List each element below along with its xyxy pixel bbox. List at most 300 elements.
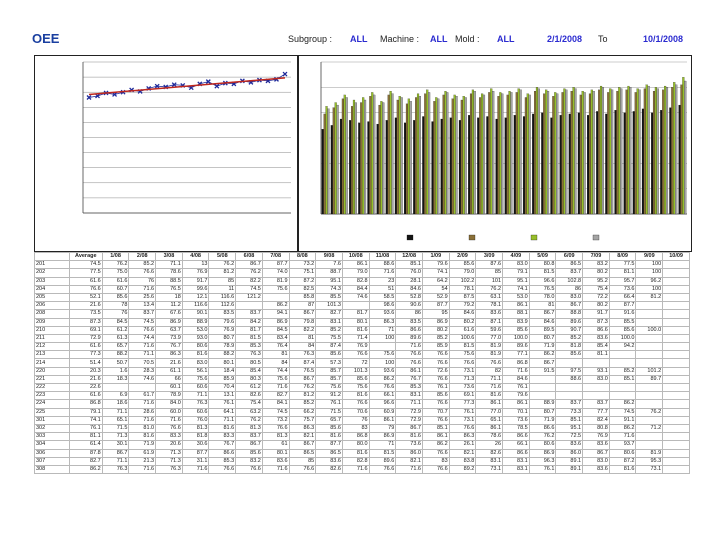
table-cell: 52.9 [422, 293, 449, 301]
table-cell: 100.6 [449, 334, 476, 342]
machine-id-cell: 223 [35, 392, 70, 400]
bar [642, 109, 644, 214]
table-cell: 74.1 [422, 269, 449, 277]
mold-value[interactable]: ALL [497, 34, 515, 44]
table-cell: 71.6 [369, 269, 396, 277]
table-cell: 86.6 [503, 449, 530, 457]
table-cell: 28.1 [396, 277, 423, 285]
table-row [35, 400, 690, 408]
table-cell: 76.6 [422, 465, 449, 473]
bar [499, 92, 501, 214]
table-cell: 79.6 [503, 392, 530, 400]
table-cell: 86.8 [503, 359, 530, 367]
table-cell: 84 [262, 359, 289, 367]
table-cell: 60.7 [102, 285, 129, 293]
table-cell: 91.5 [529, 367, 556, 375]
table-cell: 84.6 [449, 310, 476, 318]
table-cell: 51.4 [69, 359, 102, 367]
to-date[interactable]: 10/1/2008 [643, 34, 684, 44]
table-cell: 88.6 [556, 375, 583, 383]
bar [573, 87, 575, 214]
table-cell: 76.6 [209, 465, 236, 473]
bar [344, 95, 346, 214]
table-row [35, 424, 690, 432]
table-cell: 64.2 [422, 277, 449, 285]
table-cell [636, 392, 663, 400]
bar [628, 86, 630, 214]
table-cell: 84.2 [236, 318, 263, 326]
bar [459, 120, 461, 214]
bar [395, 118, 397, 214]
table-cell: 85.6 [316, 351, 343, 359]
table-cell: 74.4 [262, 367, 289, 375]
table-cell: 75.4 [583, 285, 610, 293]
table-cell: 80.0 [342, 441, 369, 449]
table-cell: 90.7 [556, 326, 583, 334]
table-cell: 86.2 [262, 302, 289, 310]
table-cell: 25.6 [129, 293, 156, 301]
table-cell: 81.5 [369, 449, 396, 457]
bar [479, 97, 481, 214]
table-header-cell: 6/09 [556, 253, 583, 261]
table-cell: 87.2 [609, 457, 636, 465]
table-cell: 78.1 [449, 285, 476, 293]
table-cell: 1.6 [102, 367, 129, 375]
oee-components-panel [298, 55, 692, 252]
table-cell: 85.2 [556, 334, 583, 342]
table-cell: 83.7 [236, 310, 263, 318]
table-cell: 116.6 [182, 302, 209, 310]
table-cell: 13 [182, 261, 209, 269]
bar [525, 97, 527, 214]
machine-id-cell: 220 [35, 367, 70, 375]
table-cell: 76.2 [236, 416, 263, 424]
table-cell: 86.5 [289, 449, 316, 457]
bar [327, 109, 329, 214]
bar [326, 106, 328, 214]
table-cell: 88.5 [156, 277, 183, 285]
table-cell: 78.5 [503, 424, 530, 432]
table-cell [102, 384, 129, 392]
table-cell: 85.9 [422, 343, 449, 351]
table-cell: 60.1 [156, 384, 183, 392]
table-cell: 20.6 [156, 441, 183, 449]
table-cell: 54 [422, 285, 449, 293]
table-cell: 77.3 [449, 400, 476, 408]
table-cell: 73.5 [69, 310, 102, 318]
table-cell [636, 433, 663, 441]
from-date[interactable]: 2/1/2008 [547, 34, 583, 44]
bar [465, 97, 467, 214]
table-cell: 70.5 [129, 359, 156, 367]
table-cell: 82.8 [342, 457, 369, 465]
report-title: OEE [32, 31, 60, 46]
bar [616, 91, 618, 214]
bar [386, 120, 388, 214]
bar [551, 118, 553, 214]
bar [399, 96, 401, 214]
table-cell [663, 392, 690, 400]
table-cell: 72 [342, 359, 369, 367]
table-cell: 75.5 [316, 334, 343, 342]
bar [360, 103, 362, 214]
bar [624, 113, 626, 214]
bar [552, 96, 554, 214]
table-cell: 74.1 [69, 416, 102, 424]
table-cell [636, 343, 663, 351]
table-cell: 76.1 [316, 400, 343, 408]
machine-id-cell: 212 [35, 343, 70, 351]
table-row [35, 302, 690, 310]
table-cell: 65.1 [102, 416, 129, 424]
table-cell: 89.7 [636, 375, 663, 383]
bar [428, 92, 430, 214]
bar [492, 91, 494, 214]
table-header-cell: 10/08 [342, 253, 369, 261]
table-header-cell: 10/09 [663, 253, 690, 261]
table-cell: 121.2 [236, 293, 263, 301]
table-cell: 81 [529, 302, 556, 310]
bar [454, 95, 456, 214]
table-cell: 82 [476, 367, 503, 375]
table-cell: 83.1 [503, 457, 530, 465]
table-cell: 83.6 [316, 457, 343, 465]
table-cell: 71.1 [102, 457, 129, 465]
table-cell: 61 [262, 441, 289, 449]
table-cell: 83.7 [583, 400, 610, 408]
table-cell [609, 384, 636, 392]
table-cell: 86.9 [529, 449, 556, 457]
bar [364, 100, 366, 214]
table-cell: 86.5 [556, 261, 583, 269]
table-cell: 76.7 [396, 375, 423, 383]
table-cell: 77.5 [609, 261, 636, 269]
table-cell: 87.6 [476, 261, 503, 269]
table-cell: 60.0 [156, 408, 183, 416]
table-cell [663, 367, 690, 375]
table-cell: 86.7 [102, 449, 129, 457]
table-cell: 83.3 [209, 433, 236, 441]
table-cell: 85.6 [609, 326, 636, 334]
table-cell: 81.7 [342, 310, 369, 318]
table-cell: 76.6 [422, 416, 449, 424]
table-cell: 85.8 [289, 293, 316, 301]
table-cell: 76.9 [583, 433, 610, 441]
table-cell: 63.2 [236, 408, 263, 416]
table-cell: 76.9 [342, 343, 369, 351]
table-cell: 70.1 [503, 408, 530, 416]
table-header-cell: 1/08 [102, 253, 129, 261]
table-cell: 81 [262, 351, 289, 359]
table-cell: 74.3 [316, 285, 343, 293]
table-header-cell: 8/09 [609, 253, 636, 261]
table-cell [636, 416, 663, 424]
table-cell: 79.0 [342, 269, 369, 277]
table-cell: 69.1 [449, 392, 476, 400]
machine-id-cell: 211 [35, 334, 70, 342]
table-cell: 86.1 [476, 424, 503, 432]
machine-id-cell: 224 [35, 400, 70, 408]
table-cell: 83.6 [583, 441, 610, 449]
table-cell: 11.2 [156, 302, 183, 310]
table-cell: 98.6 [369, 302, 396, 310]
table-cell: 84.5 [102, 318, 129, 326]
table-header-cell: 6/08 [236, 253, 263, 261]
table-cell: 89.6 [556, 318, 583, 326]
table-cell: 83.0 [583, 375, 610, 383]
table-cell: 79 [369, 424, 396, 432]
table-cell: 84 [289, 343, 316, 351]
table-cell: 80.7 [529, 408, 556, 416]
table-cell: 80.6 [609, 449, 636, 457]
table-cell: 61.6 [69, 343, 102, 351]
table-cell: 81.5 [236, 334, 263, 342]
table-cell [663, 310, 690, 318]
table-cell [129, 384, 156, 392]
bar [441, 119, 443, 214]
table-cell: 84.6 [396, 285, 423, 293]
table-cell: 116.6 [209, 293, 236, 301]
table-cell: 76.6 [369, 465, 396, 473]
table-cell [663, 384, 690, 392]
bar [584, 92, 586, 214]
table-cell: 88.8 [556, 310, 583, 318]
table-cell: 72.6 [422, 367, 449, 375]
report-header [0, 30, 720, 52]
table-cell: 83.1 [396, 392, 423, 400]
bar [424, 94, 426, 214]
table-row [35, 375, 690, 383]
table-cell: 83.0 [503, 261, 530, 269]
table-cell: 91.6 [609, 310, 636, 318]
table-cell: 85.3 [236, 343, 263, 351]
table-cell: 86.7 [583, 449, 610, 457]
table-cell: 76.2 [209, 261, 236, 269]
table-cell: 76.2 [476, 285, 503, 293]
table-header-cell: 7/08 [262, 253, 289, 261]
table-cell: 76.3 [182, 400, 209, 408]
table-cell: 95.2 [583, 277, 610, 285]
bar [452, 99, 454, 214]
bar [382, 103, 384, 214]
table-header-cell: 1/09 [422, 253, 449, 261]
table-cell [663, 433, 690, 441]
table-cell: 95 [422, 310, 449, 318]
table-cell: 76 [102, 310, 129, 318]
table-cell: 76.1 [503, 384, 530, 392]
table-cell: 50.7 [102, 359, 129, 367]
table-cell: 100.0 [503, 334, 530, 342]
table-cell: 82.2 [289, 326, 316, 334]
table-cell: 71 [369, 441, 396, 449]
bar [681, 85, 683, 214]
table-cell: 80.1 [342, 318, 369, 326]
table-cell: 79.6 [422, 261, 449, 269]
table-cell: 30.6 [182, 441, 209, 449]
bar [560, 115, 562, 214]
table-header-cell: 2/09 [449, 253, 476, 261]
bar [369, 96, 371, 214]
bar [518, 89, 520, 214]
machine-id-cell: 307 [35, 457, 70, 465]
table-cell: 86.3 [449, 433, 476, 441]
bar [498, 96, 500, 214]
table-cell: 83.2 [583, 261, 610, 269]
table-cell: 76.6 [449, 359, 476, 367]
oee-data-table [34, 252, 690, 474]
table-cell: 86.2 [609, 400, 636, 408]
table-cell: 83.1 [503, 465, 530, 473]
bar [340, 119, 342, 214]
table-cell: 71.6 [609, 433, 636, 441]
table-cell [663, 326, 690, 334]
table-cell: 76.2 [289, 384, 316, 392]
table-cell: 86.9 [369, 433, 396, 441]
table-cell: 80.8 [583, 424, 610, 432]
table-cell [636, 334, 663, 342]
table-cell: 71.2 [636, 424, 663, 432]
table-cell [663, 457, 690, 465]
table-cell: 86.7 [529, 359, 556, 367]
table-row [35, 359, 690, 367]
bar [615, 110, 617, 214]
table-cell: 81.8 [182, 433, 209, 441]
table-cell [556, 384, 583, 392]
bar [565, 90, 567, 214]
table-cell: 86.3 [369, 318, 396, 326]
table-cell: 83.6 [476, 310, 503, 318]
bar [355, 103, 357, 214]
table-cell: 78.6 [476, 433, 503, 441]
table-cell: 18.3 [102, 375, 129, 383]
table-cell: 77.0 [476, 334, 503, 342]
table-cell: 83.2 [236, 457, 263, 465]
table-cell: 86.5 [316, 449, 343, 457]
table-cell: 81.9 [476, 351, 503, 359]
table-cell: 85.1 [422, 424, 449, 432]
machine-value[interactable]: ALL [430, 34, 448, 44]
table-cell: 71.9 [529, 416, 556, 424]
table-cell: 81.7 [236, 326, 263, 334]
table-cell: 83.7 [556, 400, 583, 408]
table-cell [369, 343, 396, 351]
bar [349, 120, 351, 214]
table-cell: 74.5 [69, 261, 102, 269]
table-cell: 71.1 [182, 392, 209, 400]
table-cell [556, 359, 583, 367]
table-cell: 88.2 [209, 351, 236, 359]
table-cell: 76.6 [342, 400, 369, 408]
bar [351, 106, 353, 214]
bar [516, 92, 518, 214]
table-cell: 71.1 [396, 400, 423, 408]
bar [437, 99, 439, 214]
table-cell: 97.5 [556, 367, 583, 375]
table-cell: 80.7 [529, 334, 556, 342]
bar [426, 90, 428, 214]
bar [571, 91, 573, 214]
table-cell: 75.6 [262, 375, 289, 383]
bar [445, 91, 447, 214]
table-cell: 82.6 [476, 449, 503, 457]
oee-trend-panel [34, 55, 298, 252]
bar [626, 90, 628, 214]
table-cell: 76.6 [422, 375, 449, 383]
table-cell: 71.9 [129, 441, 156, 449]
table-cell: 86.9 [156, 318, 183, 326]
table-cell: 102.2 [449, 277, 476, 285]
table-cell: 76.6 [422, 359, 449, 367]
table-cell: 81.3 [236, 424, 263, 432]
table-cell [636, 400, 663, 408]
table-cell: 96.3 [529, 457, 556, 465]
bar [633, 111, 635, 214]
table-cell: 79.1 [503, 269, 530, 277]
table-cell: 81.0 [129, 424, 156, 432]
subgroup-value[interactable]: ALL [350, 34, 368, 44]
table-cell: 86.9 [422, 318, 449, 326]
table-cell: 86.7 [556, 302, 583, 310]
table-cell: 18.4 [209, 367, 236, 375]
table-cell: 85.5 [609, 318, 636, 326]
table-cell: 85.7 [316, 367, 343, 375]
table-cell: 80.7 [209, 334, 236, 342]
machine-id-cell: 302 [35, 424, 70, 432]
table-cell: 64.1 [209, 408, 236, 416]
table-cell [636, 384, 663, 392]
table-cell: 71.6 [129, 400, 156, 408]
table-cell: 59.6 [476, 326, 503, 334]
table-cell: 87 [289, 302, 316, 310]
table-cell: 81.6 [342, 326, 369, 334]
table-cell: 81.9 [636, 449, 663, 457]
table-cell: 83.6 [583, 465, 610, 473]
table-cell: 76.5 [529, 285, 556, 293]
table-cell: 73.1 [476, 465, 503, 473]
machine-id-cell: 221 [35, 375, 70, 383]
table-header-cell: 3/08 [156, 253, 183, 261]
table-header-cell: 9/09 [636, 253, 663, 261]
bar [333, 108, 335, 214]
machine-id-cell: 306 [35, 449, 70, 457]
table-header-cell: 7/09 [583, 253, 610, 261]
table-cell: 21.6 [69, 302, 102, 310]
table-cell: 86.8 [69, 400, 102, 408]
bar [684, 81, 686, 214]
bar [472, 90, 474, 214]
bar [456, 96, 458, 214]
oee-trend-chart [35, 56, 297, 251]
table-cell: 69.1 [69, 326, 102, 334]
table-cell: 86.0 [556, 449, 583, 457]
table-cell: 86.1 [422, 433, 449, 441]
table-cell: 76.6 [236, 465, 263, 473]
table-cell: 87.5 [449, 293, 476, 301]
table-cell: 85.6 [422, 392, 449, 400]
table-cell: 81.6 [182, 351, 209, 359]
table-cell: 84.0 [156, 400, 183, 408]
machine-id-cell: 208 [35, 310, 70, 318]
table-cell [556, 392, 583, 400]
table-cell [583, 359, 610, 367]
table-cell: 73.1 [636, 465, 663, 473]
bar [682, 77, 684, 214]
table-cell [583, 384, 610, 392]
table-cell: 86.0 [396, 449, 423, 457]
table-cell: 76.2 [636, 408, 663, 416]
table-cell: 88.1 [503, 310, 530, 318]
table-cell: 89.6 [369, 457, 396, 465]
